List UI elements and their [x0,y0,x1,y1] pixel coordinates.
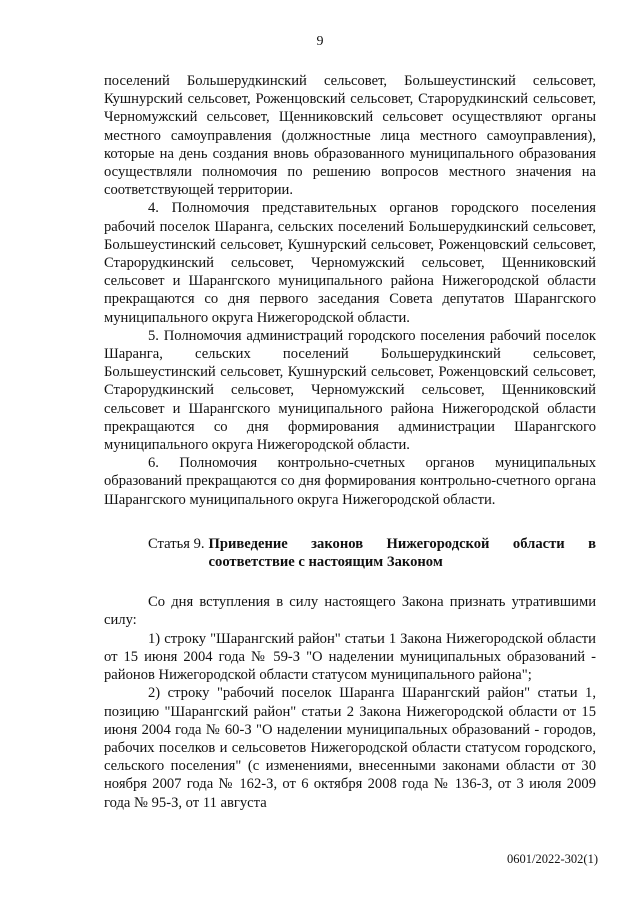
paragraph: 5. Полномочия администраций городского поселения рабочий поселок Шаранга, сельских поселений Большерудкинский сельсовет, Большеустинский сельсовет, Кушнурский сельсовет, Роженцовский сельсовет, Старорудкинский сельсовет, Черномужский сельсовет, Щенниковский сельсовет и Шарангского муниципального района Нижегородской области прекращаются со дня формирования администрации Шарангского муниципального округа Нижегородской области. [104,327,596,454]
article-heading [104,535,596,571]
document-body [104,72,596,812]
paragraph: 6. Полномочия контрольно-счетных органов муниципальных образований прекращаются со дня формирования контрольно-счетного органа Шарангского муниципального округа Нижегородской области. [104,455,596,508]
paragraph: поселений Большерудкинский сельсовет, Большеустинский сельсовет, Кушнурский сельсовет, Роженцовский сельсовет, Старорудкинский сельсовет, Черномужский сельсовет, Щенниковский сельсовет осуществляют органы местного самоуправления (должностные лица местного самоуправления), которые на день создания вновь образованного муниципального образования осуществляли полномочия по решению вопросов местного значения на соответствующей территории. [104,73,596,199]
paragraph: Со дня вступления в силу настоящего Закона признать утратившими силу: [104,594,596,629]
paragraph: 4. Полномочия представительных органов городского поселения рабочий поселок Шаранга, сельских поселений Большерудкинский сельсовет, Большеустинский сельсовет, Кушнурский сельсовет, Роженцовский сельсовет, Старорудкинский сельсовет, Черномужский сельсовет, Щенниковский сельсовет и Шарангского муниципального района Нижегородской области прекращаются со дня первого заседания Совета депутатов Шарангского муниципального округа Нижегородской области. [104,200,596,326]
list-item: 1) строку "Шарангский район" статьи 1 Закона Нижегородской области от 15 июня 2004 года № 59-З "О наделении муниципальных образований - районов Нижегородской области статусом муниципального района"; [104,630,596,684]
article-title: Приведение законов Нижегородской области в соответствие с настоящим Законом [208,535,596,571]
article-number: Статья 9. [148,535,205,552]
page-number: 9 [316,34,324,49]
document-code: 0601/2022-302(1) [507,852,598,866]
list-item: 2) строку "рабочий поселок Шаранга Шарангский район" статьи 1, позицию "Шарангский район" статьи 2 Закона Нижегородской области от 15 июня 2004 года № 60-З "О наделении муниципальных образований - городов, рабочих поселков и сельсоветов Нижегородской области статусом городского, сельского поселения" (с изменениями, внесенными законами области от 30 ноября 2007 года № 162-З, от 6 октября 2008 года № 136-З, от 3 июля 2009 года № 95-З, от 11 августа [104,685,596,811]
